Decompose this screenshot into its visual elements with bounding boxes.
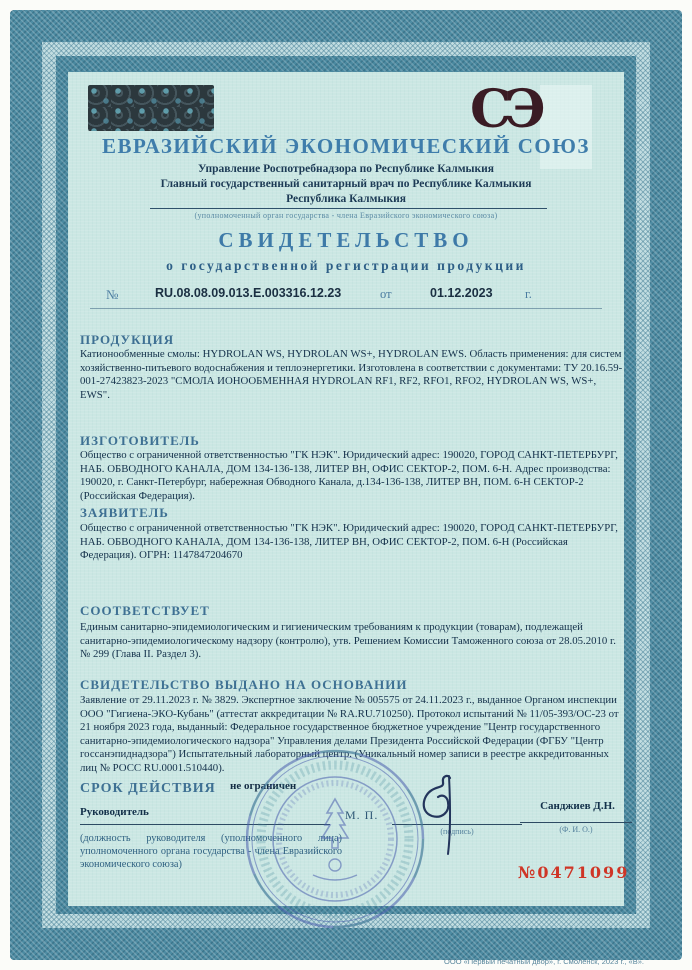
section-validity-header: СРОК ДЕЙСТВИЯ xyxy=(80,781,216,796)
section-manufacturer-body: Общество с ограниченной ответственностью "ГК НЭК". Юридический адрес: 190020, ГОРОД САНКТ-ПЕТЕРБУРГ, НАБ. ОБВОДНОГО КАНАЛА, ДОМ 134-136-138, ЛИТЕР ВН, ОФИС СЕКТОР-2, ПОМ. 6-Н. Адрес производства: 190020, г. Санкт-Петербург, набережная Обводного Канала, д.134-136-138, ЛИТЕР ВН, ПОМ. 6-Н СЕКТОР-2 (Российская Федерация). xyxy=(80,449,618,502)
name-note: (Ф. И. О.) xyxy=(559,825,593,834)
section-conforms-header: СООТВЕТСТВУЕТ xyxy=(80,603,210,618)
handwritten-signature xyxy=(398,770,488,860)
printer-footer: ООО «Первый печатный двор», г. Смоленск, 2023 г., «В». xyxy=(444,957,644,966)
serial-number: №0471099 xyxy=(518,863,630,882)
certificate-number-row xyxy=(90,284,602,309)
signer-role-note: (должность руководителя (уполномоченного лица) уполномоченного органа государства - члена Евразийского экономического союза) xyxy=(80,833,342,870)
number-label: № xyxy=(106,287,119,302)
certificate-number: RU.08.08.09.013.E.003316.12.23 xyxy=(155,286,342,300)
section-applicant-header: ЗАЯВИТЕЛЬ xyxy=(80,505,169,520)
section-conforms-body: Единым санитарно-эпидемиологическим и гигиеническим требованиям к продукции (товарам), подлежащей санитарно-эпидемиологическому надзору (контролю), утв. Решением Комиссии Таможенного союза от 28.05.2010 г. № 299 (Глава II. Раздел 3). xyxy=(80,621,616,661)
name-line xyxy=(520,822,632,823)
role-signature-line xyxy=(80,824,330,825)
section-product-header: ПРОДУКЦИЯ xyxy=(80,332,175,347)
authority-line-2: Главный государственный санитарный врач по Республике Калмыкия xyxy=(160,178,532,190)
from-label: от xyxy=(380,287,392,301)
section-applicant-body: Общество с ограниченной ответственностью "ГК НЭК". Юридический адрес: 190020, ГОРОД САНКТ-ПЕТЕРБУРГ, НАБ. ОБВОДНОГО КАНАЛА, ДОМ 134-136-138, ЛИТЕР ВН, ОФИС СЕКТОР-2, ПОМ. 6-Н (Российская Федерация). ОГРН: 1147847204670 xyxy=(80,522,618,562)
union-title: ЕВРАЗИЙСКИЙ ЭКОНОМИЧЕСКИЙ СОЮЗ xyxy=(102,134,590,158)
certificate-title: СВИДЕТЕЛЬСТВО xyxy=(218,228,474,252)
signer-role-label: Руководитель xyxy=(80,806,149,818)
authority-line-3: Республика Калмыкия xyxy=(286,193,406,205)
signature-note: (подпись) xyxy=(440,827,474,836)
authority-line-1: Управление Роспотребнадзора по Республике Калмыкия xyxy=(198,163,494,175)
certificate-subtitle: о государственной регистрации продукции xyxy=(166,258,526,273)
signer-name: Санджиев Д.Н. xyxy=(540,800,615,812)
eaeu-se-logo: СЭ xyxy=(470,79,539,140)
year-label: г. xyxy=(525,287,532,301)
seal-place-label: М. П. xyxy=(345,808,379,822)
section-basis-body: Заявление от 29.11.2023 г. № 3829. Экспертное заключение № 005575 от 24.11.2023 г., выданное Органом инспекции ООО "Гигиена-ЭКО-Кубань" (аттестат аккредитации № RA.RU.710250). Протокол испытаний № 11/05-393/ОС-23 от 21 ноября 2023 года, выданный: Федеральное государственное бюджетное учреждение "Центр государственного санитарно-эпидемиологического надзора" Управления делами Президента Российской Федерации (ФГБУ "Центр госсанэпиднадзора") Испытательный лабораторный центр. (Уникальный номер записи в реестре аккредитованных лиц № РОСС RU.0001.510440). xyxy=(80,694,619,774)
header-rule xyxy=(150,208,547,209)
authority-note: (уполномоченный орган государства - члена Евразийского экономического союза) xyxy=(194,211,498,220)
validity-value: не ограничен xyxy=(230,780,297,792)
section-basis-header: СВИДЕТЕЛЬСТВО ВЫДАНО НА ОСНОВАНИИ xyxy=(80,677,408,692)
section-manufacturer-header: ИЗГОТОВИТЕЛЬ xyxy=(80,433,200,448)
security-pattern-block xyxy=(88,85,214,131)
certificate-date: 01.12.2023 xyxy=(430,286,493,300)
section-product-body: Катионообменные смолы: HYDROLAN WS, HYDROLAN WS+, HYDROLAN EWS. Область применения: для систем хозяйственно-питьевого водоснабжения и теплоэнергетики. Изготовлена в соответствии с документами: ТУ 20.16.59-001-27423823-2023 "СМОЛА ИОНООБМЕННАЯ HYDROLAN RF1, RF2, RFO1, RFO2, HYDROLAN WS, WS+, EWS". xyxy=(80,348,623,401)
